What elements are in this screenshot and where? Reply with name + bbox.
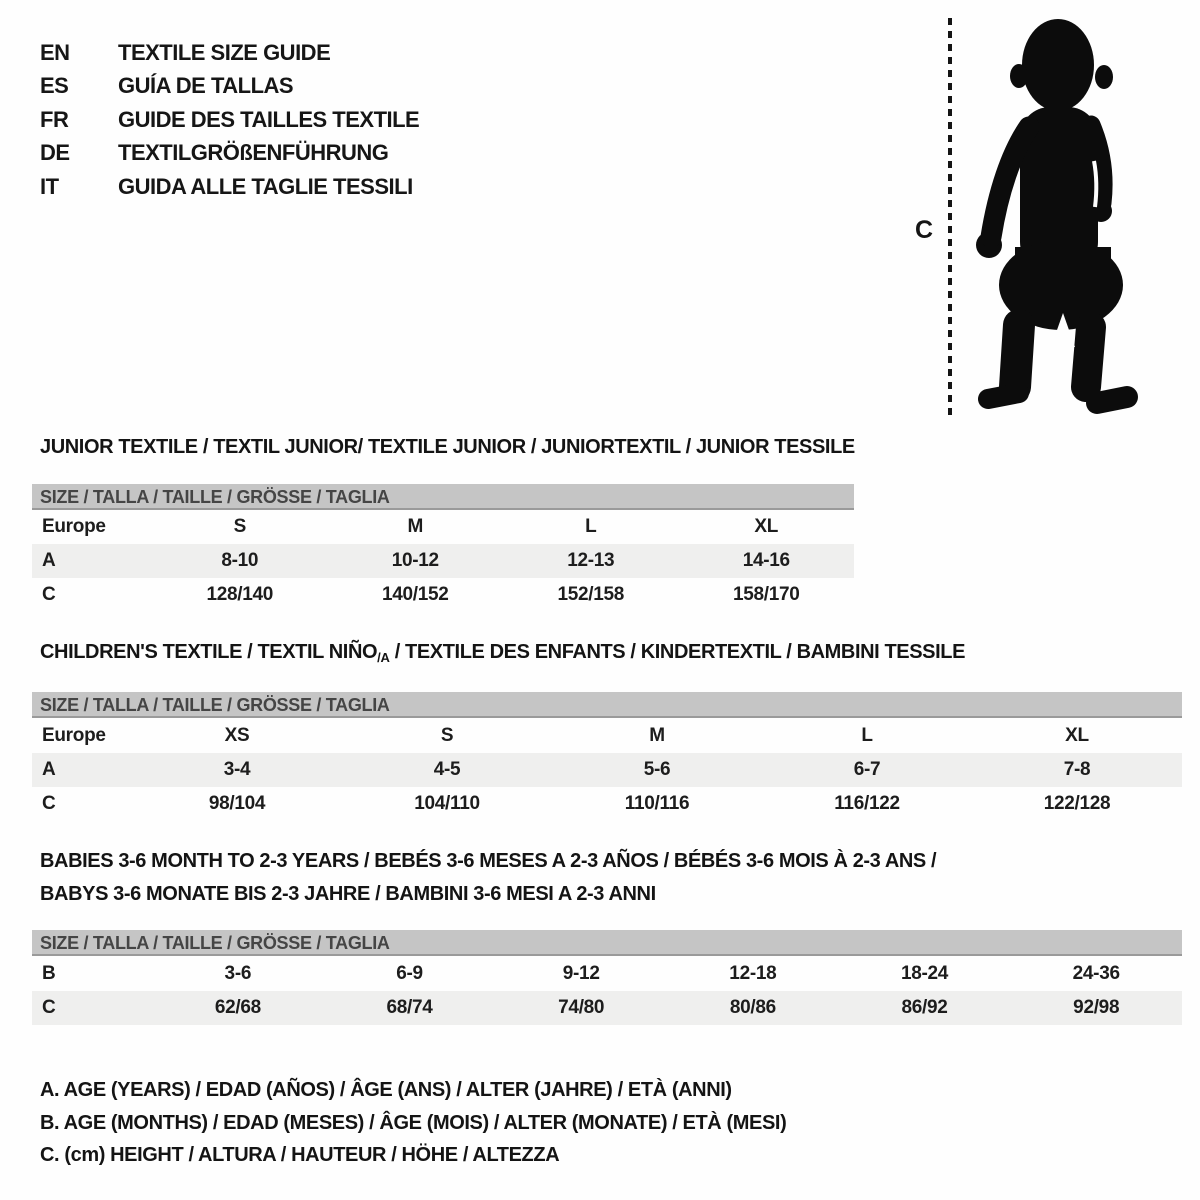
language-code: DE: [40, 140, 70, 166]
junior-size-header-bar: SIZE / TALLA / TAILLE / GRÖSSE / TAGLIA: [32, 484, 854, 510]
language-code: EN: [40, 39, 70, 65]
table-cell: XL: [754, 516, 779, 537]
row-label: Europe: [42, 516, 106, 537]
language-code: ES: [40, 73, 69, 99]
language-code: FR: [40, 106, 69, 132]
table-cell: 104/110: [414, 793, 480, 814]
language-title: TEXTILE SIZE GUIDE: [118, 39, 331, 65]
table-cell: 14-16: [742, 550, 790, 571]
table-cell: XS: [224, 725, 250, 746]
table-row-europe: [32, 719, 1182, 753]
toddler-silhouette-image: [965, 15, 1145, 420]
language-row-fr: [40, 103, 419, 137]
legend-line-b: B. AGE (MONTHS) / EDAD (MESES) / ÂGE (MOIS) / ALTER (MONATE) / ETÀ (MESI): [40, 1111, 787, 1134]
table-cell: 86/92: [901, 997, 948, 1018]
language-title: GUIDE DES TAILLES TEXTILE: [118, 106, 420, 132]
table-cell: S: [233, 516, 246, 537]
table-cell: 12-13: [567, 550, 615, 571]
language-list: [40, 36, 419, 204]
table-cell: 74/80: [558, 997, 605, 1018]
legend-line-c: C. (cm) HEIGHT / ALTURA / HAUTEUR / HÖHE / ALTEZZA: [40, 1144, 560, 1166]
table-cell: 8-10: [221, 550, 259, 571]
row-label: A: [42, 550, 56, 571]
table-row-height: [32, 787, 1182, 821]
table-row-height: [32, 991, 1182, 1025]
table-cell: 6-9: [396, 963, 423, 984]
table-cell: 128/140: [206, 584, 274, 605]
table-cell: M: [649, 725, 665, 746]
children-title-part1: CHILDREN'S TEXTILE / TEXTIL NIÑO: [40, 641, 378, 663]
language-title: TEXTILGRÖßENFÜHRUNG: [118, 140, 389, 166]
table-cell: 10-12: [391, 550, 439, 571]
table-cell: 18-24: [900, 963, 949, 984]
babies-size-header-bar: SIZE / TALLA / TAILLE / GRÖSSE / TAGLIA: [32, 930, 1182, 956]
table-cell: 3-6: [224, 963, 252, 984]
table-cell: 140/152: [381, 584, 449, 605]
babies-section-title-line1: BABIES 3-6 MONTH TO 2-3 YEARS / BEBÉS 3-6 MESES A 2-3 AÑOS / BÉBÉS 3-6 MOIS À 2-3 ANS /: [40, 850, 937, 872]
table-cell: 116/122: [834, 793, 900, 814]
table-cell: 158/170: [732, 584, 800, 605]
height-measure-dashed-line: [948, 18, 952, 416]
language-title: GUIDA ALLE TAGLIE TESSILI: [118, 173, 413, 199]
children-size-table: [32, 719, 1182, 821]
table-cell: 98/104: [208, 793, 266, 814]
row-label: B: [42, 963, 56, 984]
height-measure-label: C: [915, 216, 934, 244]
junior-size-table: [32, 510, 854, 612]
table-cell: S: [440, 725, 454, 746]
table-row-age-months: [32, 957, 1182, 991]
table-cell: 122/128: [1043, 793, 1111, 814]
table-cell: 80/86: [729, 997, 776, 1018]
children-title-part2: / TEXTILE DES ENFANTS / KINDERTEXTIL / BAMBINI TESSILE: [389, 641, 966, 663]
row-label: C: [42, 584, 56, 605]
language-row-es: [40, 70, 419, 104]
table-cell: XL: [1065, 725, 1089, 746]
language-row-it: [40, 170, 419, 204]
junior-section-title: JUNIOR TEXTILE / TEXTIL JUNIOR/ TEXTILE JUNIOR / JUNIORTEXTIL / JUNIOR TESSILE: [40, 436, 855, 458]
table-cell: L: [861, 725, 873, 746]
language-title: GUÍA DE TALLAS: [118, 73, 294, 99]
row-label: Europe: [42, 725, 106, 746]
table-row-age: [32, 544, 854, 578]
table-cell: 3-4: [223, 759, 251, 780]
table-cell: 5-6: [643, 759, 671, 780]
language-row-en: [40, 36, 419, 70]
table-cell: 12-18: [729, 963, 777, 984]
table-cell: 4-5: [433, 759, 461, 780]
table-cell: 110/116: [624, 793, 690, 814]
table-cell: L: [585, 516, 597, 537]
table-cell: 92/98: [1073, 997, 1120, 1018]
table-cell: 24-36: [1072, 963, 1120, 984]
table-cell: 7-8: [1063, 759, 1091, 780]
row-label: C: [42, 793, 56, 814]
row-label: A: [42, 759, 56, 780]
table-cell: 6-7: [853, 759, 881, 780]
table-cell: 9-12: [562, 963, 600, 984]
children-section-title: [40, 641, 965, 665]
table-cell: 68/74: [386, 997, 433, 1018]
table-cell: 152/158: [557, 584, 625, 605]
measure-legend: [40, 1074, 786, 1172]
language-row-de: [40, 137, 419, 171]
babies-size-table: [32, 957, 1182, 1025]
table-row-height: [32, 578, 854, 612]
children-size-header-bar: SIZE / TALLA / TAILLE / GRÖSSE / TAGLIA: [32, 692, 1182, 718]
babies-section-title-line2: BABYS 3-6 MONATE BIS 2-3 JAHRE / BAMBINI 3-6 MESI A 2-3 ANNI: [40, 883, 656, 905]
table-cell: 62/68: [214, 997, 261, 1018]
table-row-age: [32, 753, 1182, 787]
children-title-subscript: /A: [377, 650, 390, 665]
legend-line-a: A. AGE (YEARS) / EDAD (AÑOS) / ÂGE (ANS) / ALTER (JAHRE) / ETÀ (ANNI): [40, 1079, 732, 1101]
table-row-europe: [32, 510, 854, 544]
language-code: IT: [40, 173, 59, 199]
row-label: C: [42, 997, 56, 1018]
table-cell: M: [407, 516, 424, 537]
